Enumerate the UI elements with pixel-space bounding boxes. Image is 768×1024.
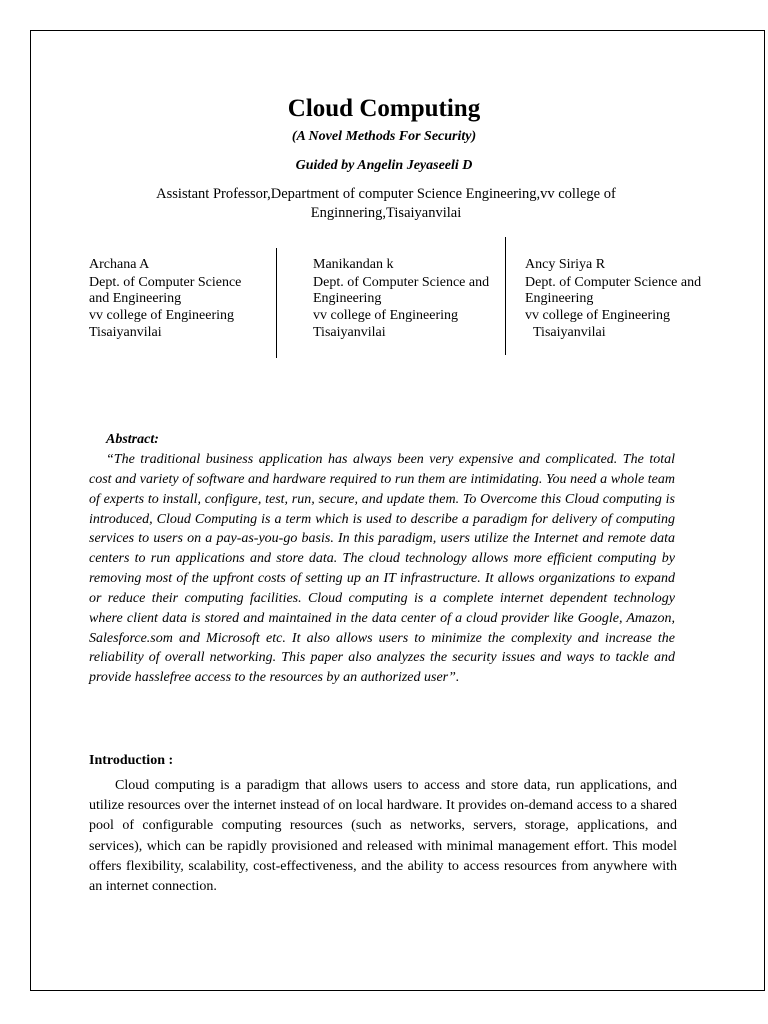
author-college: vv college of Engineering — [525, 308, 671, 323]
author-block-1 — [89, 256, 264, 341]
author-name: Archana A — [89, 257, 150, 272]
author-divider-1 — [276, 248, 277, 358]
abstract-text: “The traditional business application has always been very expensive and complicated. The total cost and variety of software and hardware required to run them are intimidating. You need a whole team of experts to install, configure, test, run, secure, and update them. To Overcome this Cloud computing is introduced, Cloud Computing is a term which is used to describe a paradigm for delivery of computing services to users on a pay-as-you-go basis. In this paradigm, users utilize the Internet and remote data centers to run applications and store data. The cloud technology allows more efficient computing by removing most of the upfront costs of setting up an IT infrastructure. It allows organizations to expand or reduce their computing facilities. Cloud computing is a complete internet dependent technology where client data is stored and maintained in the data center of a cloud provider like Google, Amazon, Salesforce.som and Microsoft etc. It also allows users to minimize the complexity and increase the reliability of overall networking. This paper also analyzes the security issues and ways to tackle and provide hasslefree access to the resources by an authorized user”. — [89, 452, 675, 686]
guide-line: Guided by Angelin Jeyaseeli D — [295, 158, 473, 173]
introduction-heading: Introduction : — [89, 753, 174, 768]
author-college: vv college of Engineering — [89, 308, 235, 323]
paper-subtitle: (A Novel Methods For Security) — [291, 129, 477, 144]
author-place: Tisaiyanvilai — [89, 325, 162, 340]
author-dept: Dept. of Computer Science and Engineering — [525, 275, 702, 306]
author-block-3 — [525, 256, 725, 341]
author-place: Tisaiyanvilai — [533, 325, 606, 340]
introduction-text: Cloud computing is a paradigm that allows users to access and store data, run applications, and utilize resources over the internet instead of on local hardware. It provides on-demand access to a shared pool of configurable computing resources (such as networks, servers, storage, applications, and services), which can be rapidly provisioned and released with minimal management effort. This model offers flexibility, scalability, cost-effectiveness, and the ability to access resources from anywhere with an internet connection. — [89, 778, 677, 895]
author-place: Tisaiyanvilai — [313, 325, 386, 340]
guide-affiliation: Assistant Professor,Department of computer Science Engineering,vv college of Enginnering,Tisaiyanvilai — [156, 186, 616, 221]
author-name: Ancy Siriya R — [525, 257, 606, 272]
abstract-heading: Abstract: — [106, 432, 159, 447]
author-block-2 — [313, 256, 508, 341]
author-dept: Dept. of Computer Science and Engineering — [313, 275, 490, 306]
paper-title: Cloud Computing — [287, 95, 481, 122]
author-dept: Dept. of Computer Science and Engineering — [89, 275, 242, 306]
author-divider-2 — [505, 237, 506, 355]
author-name: Manikandan k — [313, 257, 394, 272]
author-college: vv college of Engineering — [313, 308, 459, 323]
